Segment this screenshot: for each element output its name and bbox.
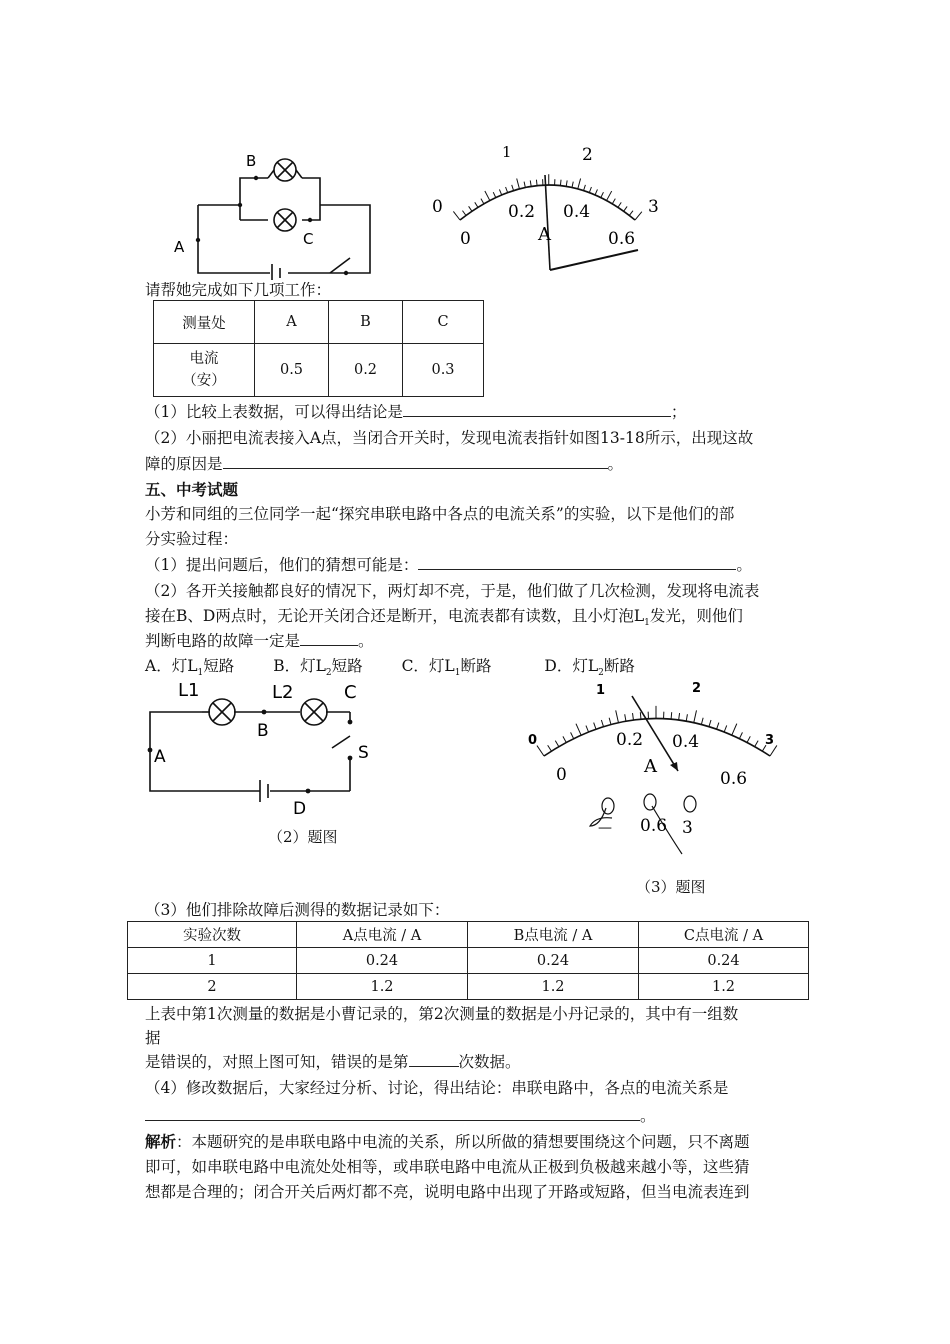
meter-tick <box>755 741 758 747</box>
meter-tick <box>589 187 591 193</box>
meter1-top-0: 0 <box>432 197 443 217</box>
meter-tick <box>506 187 508 193</box>
meter-tick <box>571 732 574 738</box>
fig2-label-b: B <box>257 721 269 741</box>
label-a: A <box>174 238 185 256</box>
meter-tick <box>512 185 514 191</box>
meter3-terminal-3: 3 <box>682 818 693 838</box>
meter1-top-1: 1 <box>502 143 512 161</box>
p3-line2a: 接在B、D两点时，无论开关闭合还是断开，电流表都有读数，且小灯泡L <box>145 607 645 625</box>
meter-tick <box>524 182 525 188</box>
analysis-line3: 想都是合理的；闭合开关后两灯都不亮，说明电路中出现了开路或短路，但当电流表连到 <box>145 1183 750 1201</box>
meter-tick <box>578 178 581 188</box>
meter-tick <box>625 714 626 721</box>
meter3-top-2: 2 <box>692 681 702 696</box>
q2-line2-start: 障的原因是 <box>145 455 223 473</box>
q1-end: ； <box>670 403 687 421</box>
analysis-text1: ：本题研究的是串联电路中电流的关系，所以所做的猜想要围绕这个问题，只不离题 <box>176 1133 750 1151</box>
meter-tick <box>686 714 687 721</box>
intro-text: 请帮她完成如下几项工作： <box>145 281 332 299</box>
t2-r1-c1: 1.2 <box>297 974 468 1000</box>
meter3-top-1: 1 <box>596 683 606 698</box>
meter3-bottom-3: 0.6 <box>720 769 748 789</box>
meter-tick <box>530 180 531 186</box>
p1-line1: 小芳和同组的三位同学一起“探究串联电路中各点的电流关系”的实验，以下是他们的部 <box>145 505 735 523</box>
option-b <box>273 657 363 679</box>
p2-start: （1）提出问题后，他们的猜想可能是： <box>145 556 419 574</box>
t2-header-1: A点电流 / A <box>297 922 468 948</box>
option-b-text: B．灯L <box>273 657 326 675</box>
meter-tick <box>537 746 544 756</box>
option-a <box>145 657 235 679</box>
t1-row-label-1: 电流 <box>189 351 219 367</box>
meter1-top-3: 3 <box>648 197 659 217</box>
option-d-sub: 2 <box>598 668 604 679</box>
t2-r1-c3: 1.2 <box>639 974 809 1000</box>
meter-tick <box>560 180 561 186</box>
option-d <box>544 657 635 679</box>
t1-header-1: A <box>255 301 329 344</box>
t2-r0-c3: 0.24 <box>639 948 809 974</box>
fig2-label-d: D <box>293 799 307 819</box>
p4-line: （3）他们排除故障后测得的数据记录如下： <box>145 901 450 919</box>
analysis-label: 解析 <box>145 1132 177 1151</box>
t1-value-0: 0.5 <box>255 344 329 397</box>
meter1-unit: A <box>538 224 551 245</box>
meter-tick <box>732 724 737 736</box>
analysis-line1 <box>145 1132 750 1152</box>
meter-tick <box>601 192 604 197</box>
meter3-unit: A <box>644 756 657 777</box>
table-row <box>128 974 809 1000</box>
meter-tick <box>481 199 484 204</box>
meter-tick <box>694 710 697 722</box>
meter3-bottom-0: 0 <box>556 765 567 785</box>
option-b-sub: 2 <box>325 668 332 679</box>
t1-header-3: C <box>403 301 484 344</box>
meter-tick <box>624 206 627 211</box>
t1-header-2: B <box>329 301 403 344</box>
meter-tick <box>594 723 596 730</box>
meter3-top-3: 3 <box>765 733 775 748</box>
meter-tick <box>586 726 589 732</box>
p5-line3-start: 是错误的，对照上图可知，错误的是第 <box>145 1053 409 1071</box>
meter-tick <box>576 724 581 735</box>
meter-tick <box>548 745 552 751</box>
option-b-end: 短路 <box>331 657 363 675</box>
p3-line3-end: 。 <box>358 632 374 650</box>
fig2-label-l2: L2 <box>272 682 294 703</box>
p6-line: （4）修改数据后，大家经过分析、讨论，得出结论：串联电路中，各点的电流关系是 <box>145 1079 729 1097</box>
table-2 <box>127 921 809 1000</box>
meter-tick <box>536 180 537 186</box>
analysis-line2: 即可，如串联电路中电流处处相等，或串联电路中电流从正极到负极越来越小等，这些猜 <box>145 1158 750 1176</box>
p2-end: 。 <box>736 556 752 574</box>
p5-line1: 上表中第1次测量的数据是小曹记录的，第2次测量的数据是小丹记录的，其中有一组数 <box>145 1005 739 1023</box>
fig2-label-a: A <box>154 747 166 767</box>
meter-tick <box>635 212 642 220</box>
meter-tick <box>555 741 559 747</box>
p5-line3 <box>145 1052 521 1072</box>
meter-tick <box>618 202 621 207</box>
meter-tick <box>629 211 633 216</box>
option-c-sub: 1 <box>454 668 461 679</box>
t2-r1-c0: 2 <box>128 974 297 1000</box>
q1 <box>145 402 686 422</box>
option-c-end: 断路 <box>460 657 492 675</box>
q2-line2-end: 。 <box>607 455 624 473</box>
meter-tick <box>709 720 711 727</box>
p6-blank <box>145 1106 656 1126</box>
meter-tick <box>609 718 611 725</box>
meter-tick <box>485 191 490 201</box>
meter-tick <box>517 178 520 188</box>
meter-tick <box>453 211 460 220</box>
meter-tick <box>595 189 597 195</box>
option-a-end: 短路 <box>203 657 235 675</box>
p2 <box>145 555 752 575</box>
meter-tick <box>633 713 634 720</box>
meter-tick <box>572 182 573 188</box>
q2-line1: （2）小丽把电流表接入A点，当闭合开关时，发现电流表指针如图13-18所示，出现这故 <box>145 429 754 447</box>
t2-r1-c2: 1.2 <box>468 974 639 1000</box>
meter-tick <box>493 192 496 197</box>
meter1-bottom-3: 0.6 <box>608 229 636 249</box>
t1-row-label <box>154 344 255 397</box>
meter-tick <box>601 720 603 727</box>
meter-tick <box>475 202 478 207</box>
p3-line1: （2）各开关接触都良好的情况下，两灯却不亮，于是，他们做了几次检测，发现将电流表 <box>145 582 760 600</box>
fig2-caption: （2）题图 <box>268 828 338 846</box>
section-title: 五、中考试题 <box>145 480 239 499</box>
t1-value-1: 0.2 <box>329 344 403 397</box>
t1-value-2: 0.3 <box>403 344 484 397</box>
circuit-diagram-1 <box>160 140 390 280</box>
q1-text: （1）比较上表数据，可以得出结论是 <box>145 403 403 421</box>
fig2-label-c: C <box>344 682 357 703</box>
option-c <box>401 657 492 679</box>
meter-tick <box>747 736 750 742</box>
p3-line2b: 发光，则他们 <box>649 607 743 625</box>
meter1-top-2: 2 <box>582 145 593 165</box>
meter-tick <box>616 710 619 722</box>
option-a-sub: 1 <box>197 668 204 679</box>
meter-tick <box>607 191 612 200</box>
p3-line2 <box>145 606 743 633</box>
meter3-terminal-0.6: 0.6 <box>640 816 668 836</box>
t1-header-0: 测量处 <box>154 301 255 344</box>
meter-tick <box>462 211 466 216</box>
p5-line2: 据 <box>145 1029 161 1047</box>
meter-tick <box>563 736 566 742</box>
option-c-text: C．灯L <box>401 657 455 675</box>
meter1-bottom-1: 0.2 <box>508 202 536 222</box>
meter-tick <box>584 185 586 191</box>
meter3-bottom-2: 0.4 <box>672 732 700 752</box>
p6-end: 。 <box>640 1107 656 1125</box>
meter-tick <box>679 713 680 720</box>
table-row <box>128 948 809 974</box>
p5-line3-end: 次数据。 <box>458 1053 521 1071</box>
meter3-bottom-1: 0.2 <box>616 730 644 750</box>
option-d-end: 断路 <box>603 657 635 675</box>
meter-tick <box>671 712 672 719</box>
fig2-label-s: S <box>358 743 369 763</box>
meter3-top-0: 0 <box>528 733 538 748</box>
q2-line2 <box>145 454 623 474</box>
meter3-terminal-neg: — <box>598 820 612 836</box>
meter-tick <box>612 199 615 204</box>
meter-tick <box>469 206 472 211</box>
label-c: C <box>303 230 314 248</box>
t2-r0-c0: 1 <box>128 948 297 974</box>
meter-tick <box>566 180 567 186</box>
t2-header-0: 实验次数 <box>128 922 297 948</box>
circuit-diagram-2 <box>140 676 390 826</box>
option-d-text: D．灯L <box>544 657 599 675</box>
t1-row-label-2: （安） <box>182 373 226 389</box>
meter-tick <box>701 718 703 725</box>
meter-tick <box>640 712 641 719</box>
fig2-label-l1: L1 <box>178 680 200 701</box>
table-1 <box>153 300 484 397</box>
meter-tick <box>724 725 727 732</box>
meter-tick <box>499 189 501 195</box>
t2-header-3: C点电流 / A <box>639 922 809 948</box>
p3-line2-sub: 1 <box>644 618 650 629</box>
label-b: B <box>246 152 257 170</box>
meter1-bottom-0: 0 <box>460 229 471 249</box>
t2-r0-c2: 0.24 <box>468 948 639 974</box>
ammeter-1 <box>420 140 670 280</box>
meter1-bottom-2: 0.4 <box>563 202 591 222</box>
meter-tick <box>717 723 719 730</box>
meter-tick <box>739 732 742 738</box>
p3-line3-start: 判断电路的故障一定是 <box>145 632 301 650</box>
t2-r0-c1: 0.24 <box>297 948 468 974</box>
p3-line3 <box>145 631 374 651</box>
p1-line2: 分实验过程： <box>145 530 239 548</box>
t2-header-2: B点电流 / A <box>468 922 639 948</box>
fig3-caption: （3）题图 <box>636 878 706 896</box>
option-a-text: A．灯L <box>145 657 198 675</box>
ammeter-3 <box>520 676 790 856</box>
